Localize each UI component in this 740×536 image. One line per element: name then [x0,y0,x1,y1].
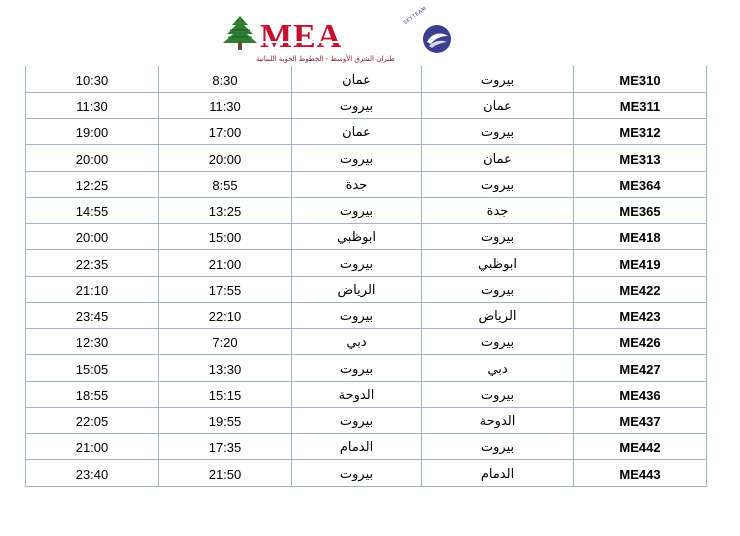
departure-time-cell: 7:20 [159,329,292,355]
table-row [26,381,707,407]
flight-number-cell: ME422 [574,276,707,302]
arrival-time-cell: 21:00 [26,434,159,460]
origin-cell: الرياض [422,302,574,328]
arrival-time-cell: 18:55 [26,381,159,407]
flight-number-cell: ME365 [574,197,707,223]
departure-time-cell: 15:15 [159,381,292,407]
departure-time-cell: 19:55 [159,407,292,433]
origin-cell: عمان [422,145,574,171]
destination-cell: بيروت [292,197,422,223]
arrival-time-cell: 19:00 [26,119,159,145]
origin-cell: بيروت [422,276,574,302]
departure-time-cell: 8:30 [159,66,292,92]
arrival-time-cell: 21:10 [26,276,159,302]
departure-time-cell: 17:35 [159,434,292,460]
destination-cell: بيروت [292,302,422,328]
destination-cell: الدمام [292,434,422,460]
departure-time-cell: 20:00 [159,145,292,171]
departure-time-cell: 22:10 [159,302,292,328]
arrival-time-cell: 11:30 [26,92,159,118]
table-row [26,92,707,118]
departure-time-cell: 13:30 [159,355,292,381]
table-row [26,434,707,460]
arrival-time-cell: 14:55 [26,197,159,223]
table-row [26,250,707,276]
flight-number-cell: ME312 [574,119,707,145]
destination-cell: بيروت [292,355,422,381]
flight-number-cell: ME423 [574,302,707,328]
table-row [26,355,707,381]
table-row [26,66,707,92]
destination-cell: بيروت [292,460,422,486]
flight-number-cell: ME443 [574,460,707,486]
table-row [26,460,707,486]
departure-time-cell: 17:55 [159,276,292,302]
origin-cell: بيروت [422,171,574,197]
destination-cell: بيروت [292,250,422,276]
table-row [26,119,707,145]
origin-cell: جدة [422,197,574,223]
origin-cell: بيروت [422,224,574,250]
flight-number-cell: ME436 [574,381,707,407]
origin-cell: بيروت [422,329,574,355]
destination-cell: عمان [292,66,422,92]
arrival-time-cell: 10:30 [26,66,159,92]
table-row [26,224,707,250]
departure-time-cell: 21:50 [159,460,292,486]
arrival-time-cell: 20:00 [26,224,159,250]
departure-time-cell: 21:00 [159,250,292,276]
mea-logo-header [222,5,462,64]
destination-cell: الدوحة [292,381,422,407]
arrival-time-cell: 12:25 [26,171,159,197]
arrival-time-cell: 12:30 [26,329,159,355]
flight-number-cell: ME364 [574,171,707,197]
destination-cell: الرياض [292,276,422,302]
flight-schedule-body [26,66,707,486]
flight-number-cell: ME313 [574,145,707,171]
destination-cell: بيروت [292,145,422,171]
flight-schedule-table [25,66,707,487]
arrival-time-cell: 22:35 [26,250,159,276]
flight-number-cell: ME310 [574,66,707,92]
arrival-time-cell: 23:40 [26,460,159,486]
departure-time-cell: 13:25 [159,197,292,223]
arrival-time-cell: 15:05 [26,355,159,381]
origin-cell: بيروت [422,381,574,407]
table-row [26,171,707,197]
origin-cell: الدوحة [422,407,574,433]
logo-tagline: طيران الشرق الأوسط - الخطوط الجوية اللبنانية [256,55,395,63]
departure-time-cell: 15:00 [159,224,292,250]
skyteam-label: SKYTEAM [402,5,428,27]
destination-cell: دبي [292,329,422,355]
flight-number-cell: ME311 [574,92,707,118]
origin-cell: دبي [422,355,574,381]
origin-cell: بيروت [422,434,574,460]
destination-cell: ابوظبي [292,224,422,250]
destination-cell: بيروت [292,407,422,433]
flight-number-cell: ME437 [574,407,707,433]
origin-cell: الدمام [422,460,574,486]
flight-number-cell: ME419 [574,250,707,276]
flight-number-cell: ME426 [574,329,707,355]
arrival-time-cell: 20:00 [26,145,159,171]
origin-cell: ابوظبي [422,250,574,276]
departure-time-cell: 11:30 [159,92,292,118]
table-row [26,197,707,223]
table-row [26,276,707,302]
destination-cell: عمان [292,119,422,145]
table-row [26,302,707,328]
origin-cell: عمان [422,92,574,118]
departure-time-cell: 17:00 [159,119,292,145]
destination-cell: بيروت [292,92,422,118]
table-row [26,407,707,433]
destination-cell: جدة [292,171,422,197]
arrival-time-cell: 22:05 [26,407,159,433]
flight-number-cell: ME418 [574,224,707,250]
mea-logo-text: MEA [260,18,343,55]
cedar-tree-icon [223,16,257,50]
table-row [26,329,707,355]
departure-time-cell: 8:55 [159,171,292,197]
flight-number-cell: ME442 [574,434,707,460]
skyteam-icon [423,25,451,53]
flight-number-cell: ME427 [574,355,707,381]
origin-cell: بيروت [422,119,574,145]
arrival-time-cell: 23:45 [26,302,159,328]
table-row [26,145,707,171]
origin-cell: بيروت [422,66,574,92]
